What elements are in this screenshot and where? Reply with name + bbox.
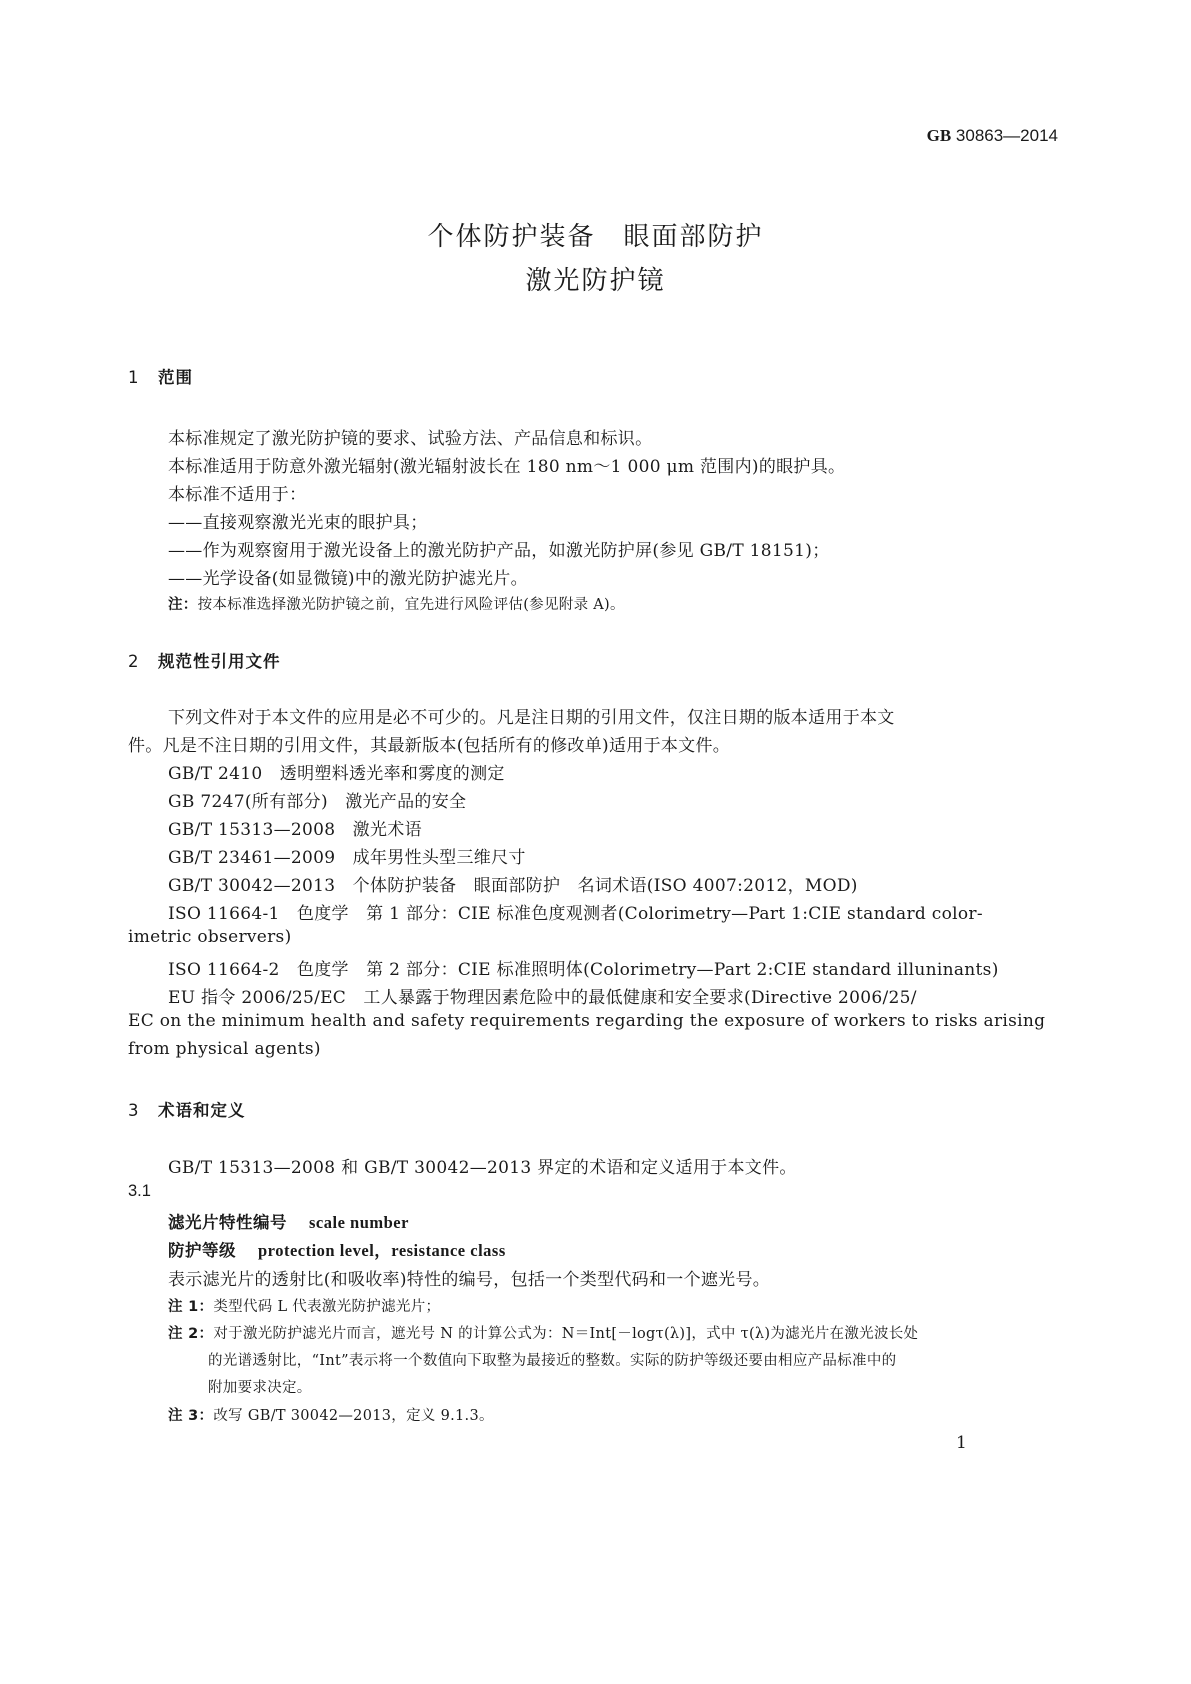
reference-7: ISO 11664-2 色度学 第 2 部分：CIE 标准照明体(Colorimetry—Part 2:CIE standard illuninants)	[168, 960, 999, 980]
term-2-english: protection level，resistance class	[258, 1241, 506, 1260]
term-note-2-line-3: 附加要求决定。	[208, 1380, 312, 1396]
note-label: 注：	[168, 597, 198, 613]
term-note-2-line-2: 的光谱透射比，“Int”表示将一个数值向下取整为最接近的整数。实际的防护等级还要由相应产品标准中的	[208, 1353, 897, 1369]
term-1-chinese: 滤光片特性编号	[168, 1213, 287, 1232]
section-2-para-1b: 件。凡是不注日期的引用文件，其最新版本(包括所有的修改单)适用于本文件。	[128, 736, 731, 756]
term-2-chinese: 防护等级	[168, 1241, 236, 1260]
note-text: 按本标准选择激光防护镜之前，宜先进行风险评估(参见附录 A)。	[197, 597, 625, 613]
reference-8b: EC on the minimum health and safety requirements regarding the exposure of workers to risks arising	[128, 1011, 1046, 1031]
page-number: 1	[956, 1433, 967, 1453]
section-1-number: 1	[128, 368, 140, 387]
reference-2: GB 7247(所有部分) 激光产品的安全	[168, 792, 467, 812]
section-1-list-item-3: ——光学设备(如显微镜)中的激光防护滤光片。	[168, 569, 528, 589]
section-3-para-1: GB/T 15313—2008 和 GB/T 30042—2013 界定的术语和定义适用于本文件。	[168, 1158, 797, 1178]
term-note-3	[168, 1404, 494, 1425]
reference-6a: ISO 11664-1 色度学 第 1 部分：CIE 标准色度观测者(Colorimetry—Part 1:CIE standard color-	[168, 904, 983, 924]
note-3-text: 改写 GB/T 30042—2013，定义 9.1.3。	[213, 1408, 494, 1424]
reference-3: GB/T 15313—2008 激光术语	[168, 820, 422, 840]
note-2-text-a: 对于激光防护滤光片而言，遮光号 N 的计算公式为：N＝Int[－logτ(λ)]，式中 τ(λ)为滤光片在激光波长处	[213, 1326, 919, 1342]
section-3-number: 3	[128, 1101, 140, 1120]
section-3-title: 术语和定义	[158, 1101, 246, 1120]
reference-8c: from physical agents)	[128, 1039, 321, 1059]
note-3-label: 注 3：	[168, 1408, 214, 1424]
section-1-para-2: 本标准适用于防意外激光辐射(激光辐射波长在 180 nm～1 000 μm 范围内)的眼护具。	[168, 457, 846, 477]
document-title-line1: 个体防护装备 眼面部防护	[427, 222, 764, 252]
term-1	[168, 1209, 409, 1233]
term-1-english: scale number	[309, 1213, 409, 1232]
note-1-text: 类型代码 L 代表激光防护滤光片；	[213, 1299, 441, 1315]
section-1-para-3: 本标准不适用于：	[168, 485, 307, 505]
section-1-note	[168, 593, 625, 614]
reference-4: GB/T 23461—2009 成年男性头型三维尺寸	[168, 848, 526, 868]
term-note-1	[168, 1295, 440, 1316]
term-note-2	[168, 1322, 918, 1343]
note-2-label: 注 2：	[168, 1326, 214, 1342]
reference-8a: EU 指令 2006/25/EC 工人暴露于物理因素危险中的最低健康和安全要求(Directive 2006/25/	[168, 988, 917, 1008]
term-2	[168, 1237, 506, 1261]
section-1-list-item-1: ——直接观察激光光束的眼护具；	[168, 513, 428, 533]
section-1-list-item-2: ——作为观察窗用于激光设备上的激光防护产品，如激光防护屏(参见 GB/T 18151)；	[168, 541, 830, 561]
document-title-line2: 激光防护镜	[525, 266, 666, 296]
note-1-label: 注 1：	[168, 1299, 214, 1315]
section-2-para-1a: 下列文件对于本文件的应用是必不可少的。凡是注日期的引用文件，仅注日期的版本适用于本文	[168, 708, 895, 728]
section-1-para-1: 本标准规定了激光防护镜的要求、试验方法、产品信息和标识。	[168, 429, 653, 449]
reference-6b: imetric observers)	[128, 927, 292, 947]
section-1-title: 范围	[158, 368, 193, 387]
section-2-number: 2	[128, 652, 140, 671]
term-number: 3.1	[128, 1182, 151, 1200]
standard-code	[927, 126, 1058, 146]
reference-5: GB/T 30042—2013 个体防护装备 眼面部防护 名词术语(ISO 4007:2012，MOD)	[168, 876, 858, 896]
term-definition: 表示滤光片的透射比(和吸收率)特性的编号，包括一个类型代码和一个遮光号。	[168, 1270, 771, 1290]
section-2-heading	[128, 648, 281, 672]
section-2-title: 规范性引用文件	[158, 652, 281, 671]
standard-prefix: GB	[926, 126, 952, 145]
reference-1: GB/T 2410 透明塑料透光率和雾度的测定	[168, 764, 505, 784]
section-3-heading	[128, 1097, 246, 1121]
standard-number: 30863—2014	[955, 126, 1058, 145]
section-1-heading	[128, 364, 193, 388]
